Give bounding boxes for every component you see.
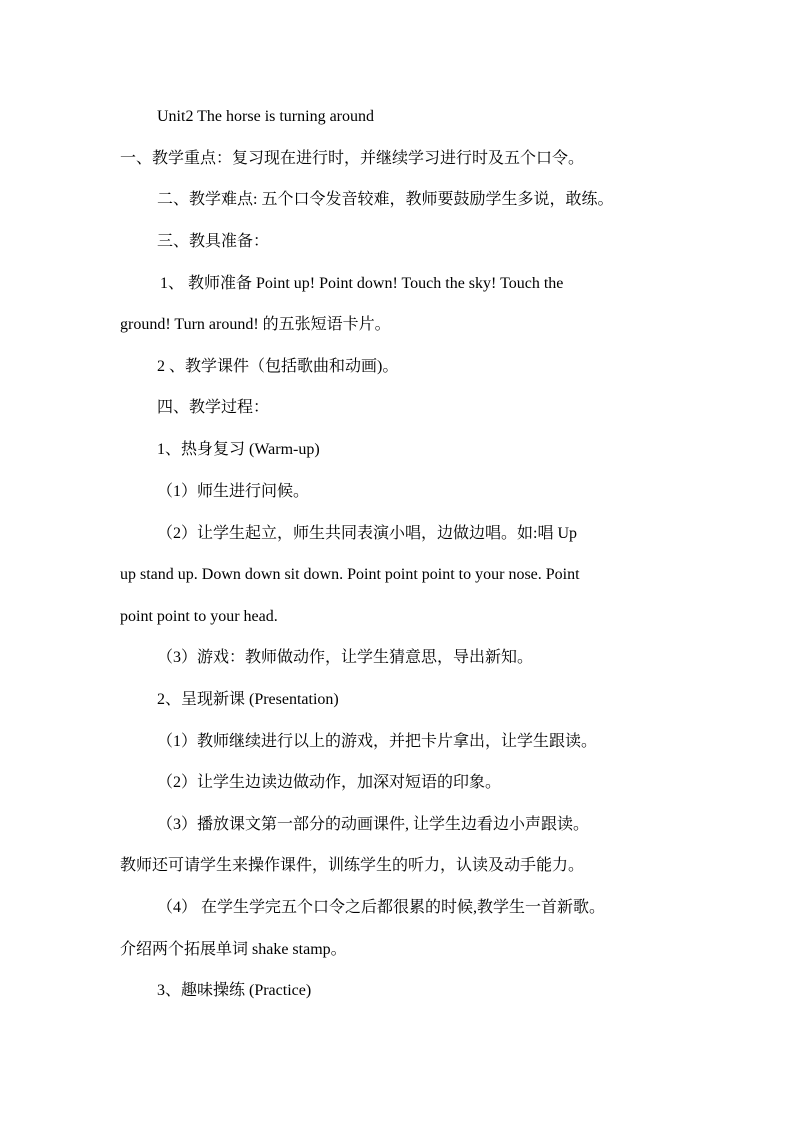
paragraph-line: （2）让学生边读边做动作，加深对短语的印象。: [157, 774, 502, 791]
subheading-presentation: 2、呈现新课 (Presentation): [157, 691, 339, 708]
section-heading-process: 四、教学过程：: [157, 399, 270, 416]
section-heading-materials: 三、教具准备：: [157, 233, 270, 250]
paragraph-line: （1）师生进行问候。: [157, 483, 310, 500]
paragraph-line: point point to your head.: [120, 608, 278, 625]
paragraph-line: （1）教师继续进行以上的游戏，并把卡片拿出，让学生跟读。: [157, 733, 598, 750]
paragraph-line: （3）播放课文第一部分的动画课件, 让学生边看边小声跟读。: [157, 816, 590, 833]
paragraph-line: （2）让学生起立，师生共同表演小唱，边做边唱。如:唱 Up: [157, 525, 578, 542]
paragraph-line: （4） 在学生学完五个口令之后都很累的时候,教学生一首新歌。: [157, 899, 606, 916]
paragraph-line: 教师还可请学生来操作课件，训练学生的听力，认读及动手能力。: [120, 857, 585, 874]
paragraph-line: 2 、教学课件（包括歌曲和动画)。: [157, 358, 399, 375]
paragraph-line: 介绍两个拓展单词 shake stamp。: [120, 941, 347, 958]
subheading-warm-up: 1、热身复习 (Warm-up): [157, 441, 320, 458]
section-heading-key-points: 一、教学重点：复习现在进行时，并继续学习进行时及五个口令。: [120, 150, 585, 167]
section-heading-difficulties: 二、教学难点: 五个口令发音较难，教师要鼓励学生多说，敢练。: [157, 191, 614, 208]
paragraph-line: （3）游戏：教师做动作，让学生猜意思，导出新知。: [157, 649, 534, 666]
document-title: Unit2 The horse is turning around: [157, 108, 375, 125]
paragraph-line: up stand up. Down down sit down. Point point point to your nose. Point: [120, 566, 580, 583]
paragraph-line: ground! Turn around! 的五张短语卡片。: [120, 316, 391, 333]
subheading-practice: 3、趣味操练 (Practice): [157, 982, 312, 999]
paragraph-line: 1、 教师准备 Point up! Point down! Touch the sky! Touch the: [160, 275, 564, 292]
